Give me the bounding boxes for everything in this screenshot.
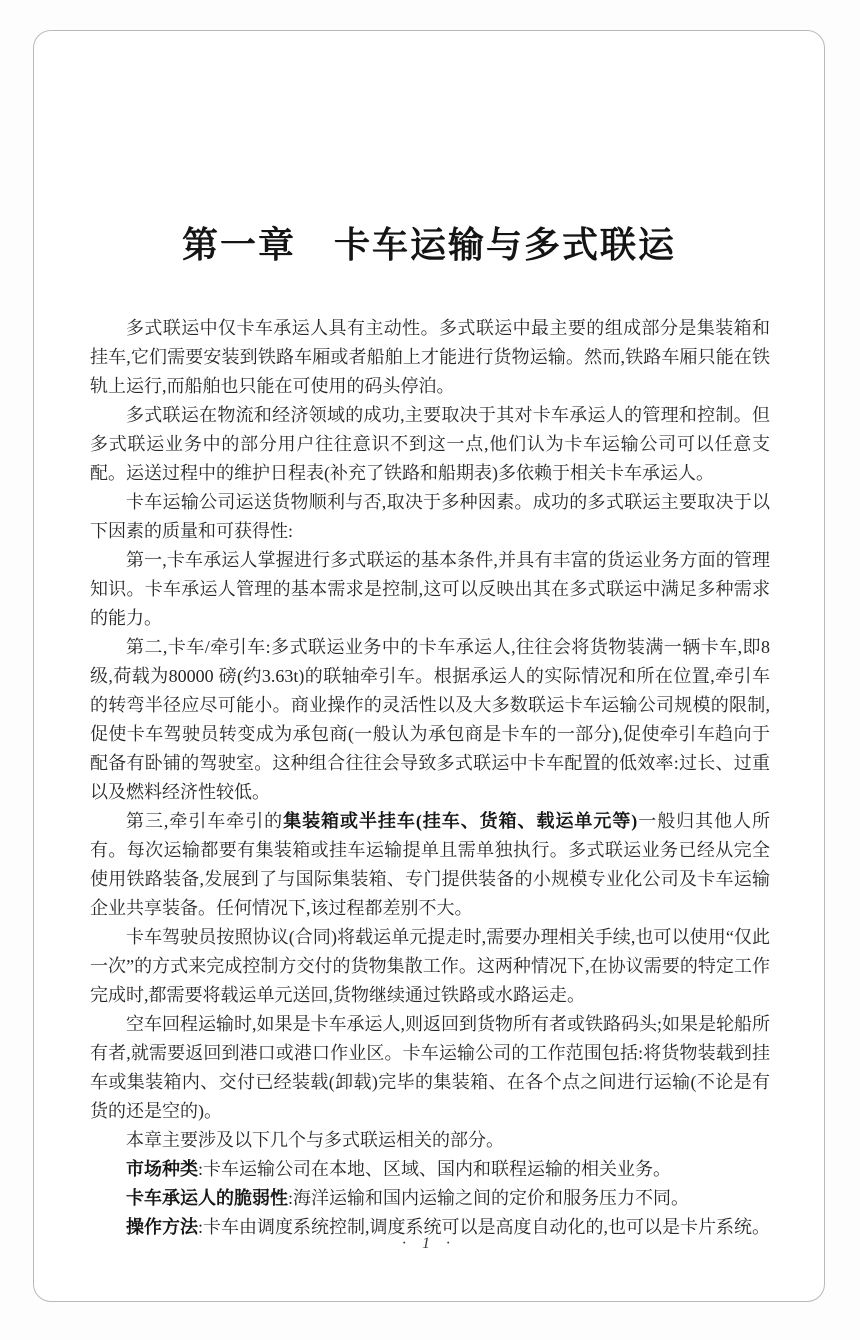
book-page	[33, 30, 825, 1302]
paragraph	[90, 1184, 770, 1213]
paragraph	[90, 546, 770, 633]
text-run: 第二,卡车/牵引车:多式联运业务中的卡车承运人,往往会将货物装满一辆卡车,即8级,荷载为80000 磅(约3.63t)的联轴牵引车。根据承运人的实际情况和所在位置,牵引车的转弯半径应尽可能小。商业操作的灵活性以及大多数联运卡车运输公司规模的限制,促使卡车驾驶员转变成为承包商(一般认为承包商是卡车的一部分),促使牵引车趋向于配备有卧铺的驾驶室。这种组合往往会导致多式联运中卡车配置的低效率:过长、过重以及燃料经济性较低。	[90, 637, 770, 802]
page-number: · 1 ·	[402, 1235, 456, 1252]
text-run: 卡车运输公司运送货物顺利与否,取决于多种因素。成功的多式联运主要取决于以下因素的质量和可获得性:	[90, 492, 770, 541]
paragraph	[90, 633, 770, 807]
text-run: :海洋运输和国内运输之间的定价和服务压力不同。	[288, 1188, 689, 1208]
paragraph	[90, 1126, 770, 1155]
text-run: 本章主要涉及以下几个与多式联运相关的部分。	[126, 1130, 504, 1150]
chapter-title: 第一章 卡车运输与多式联运	[181, 225, 676, 265]
text-run: :卡车由调度系统控制,调度系统可以是高度自动化的,也可以是卡片系统。	[198, 1217, 770, 1237]
bold-run: 集装箱或半挂车(挂车、货箱、载运单元等)	[283, 811, 638, 831]
text-run: 空车回程运输时,如果是卡车承运人,则返回到货物所有者或铁路码头;如果是轮船所有者,就需要返回到港口或港口作业区。卡车运输公司的工作范围包括:将货物装载到挂车或集装箱内、交付已经装载(卸载)完毕的集装箱、在各个点之间进行运输(不论是有货的还是空的)。	[90, 1014, 770, 1121]
text-run: 第一,卡车承运人掌握进行多式联运的基本条件,并具有丰富的货运业务方面的管理知识。卡车承运人管理的基本需求是控制,这可以反映出其在多式联运中满足多种需求的能力。	[90, 550, 770, 628]
bold-run: 市场种类	[126, 1159, 198, 1179]
text-run: 第三,牵引车牵引的	[126, 811, 284, 831]
text-run: 一般归其他人所有。每次运输都要有集装箱或挂车运输提单且需单独执行。多式联运业务已经从完全使用铁路装备,发展到了与国际集装箱、专门提供装备的小规模专业化公司及卡车运输企业共享装备。任何情况下,该过程都差别不大。	[90, 811, 771, 918]
paragraph	[90, 1010, 770, 1126]
text-run: 卡车驾驶员按照协议(合同)将载运单元提走时,需要办理相关手续,也可以使用“仅此一次”的方式来完成控制方交付的货物集散工作。这两种情况下,在协议需要的特定工作完成时,都需要将载运单元送回,货物继续通过铁路或水路运走。	[90, 927, 770, 1005]
text-run: :卡车运输公司在本地、区域、国内和联程运输的相关业务。	[198, 1159, 671, 1179]
paragraph	[90, 314, 770, 401]
paragraph	[90, 401, 770, 488]
paragraph	[90, 923, 770, 1010]
text-run: 多式联运中仅卡车承运人具有主动性。多式联运中最主要的组成部分是集装箱和挂车,它们需要安装到铁路车厢或者船舶上才能进行货物运输。然而,铁路车厢只能在铁轨上运行,而船舶也只能在可使用的码头停泊。	[90, 318, 770, 396]
text-run: 多式联运在物流和经济领域的成功,主要取决于其对卡车承运人的管理和控制。但多式联运业务中的部分用户往往意识不到这一点,他们认为卡车运输公司可以任意支配。运送过程中的维护日程表(补充了铁路和船期表)多依赖于相关卡车承运人。	[90, 405, 770, 483]
paragraph	[90, 488, 770, 546]
bold-run: 卡车承运人的脆弱性	[126, 1188, 288, 1208]
paragraph	[90, 807, 770, 923]
paragraph	[90, 1155, 770, 1184]
body-text	[90, 314, 770, 1242]
bold-run: 操作方法	[126, 1217, 198, 1237]
